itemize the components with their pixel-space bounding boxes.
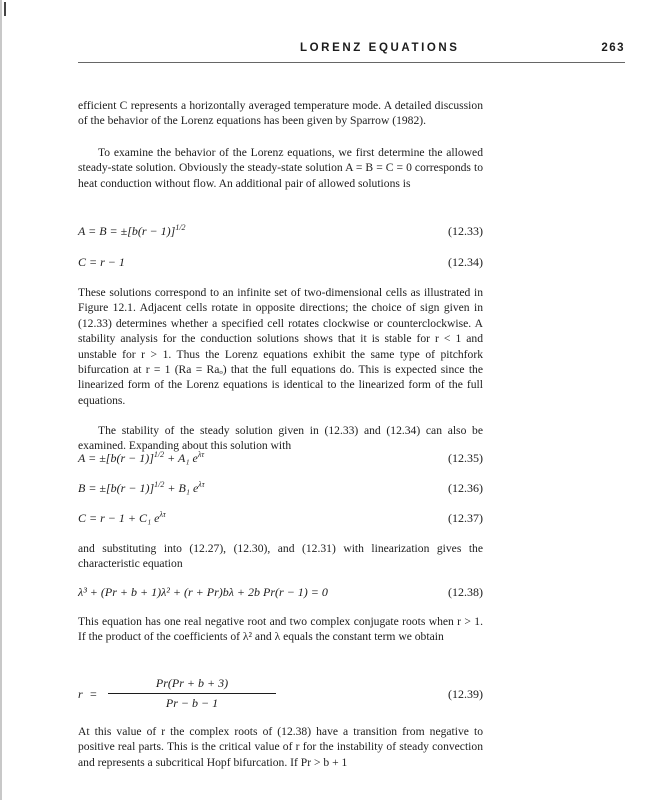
binding-edge [0,0,2,800]
paragraph-1: efficient C represents a horizontally averaged temperature mode. A detailed discussion of the behavior of the Lorenz equations has been given by Sparrow (1982). [78,99,483,128]
paragraph-6: This equation has one real negative root and two complex conjugate roots when r > 1. If the product of the coefficients of λ² and λ equals the constant term we obtain [78,615,483,644]
equation-12-35: $A = \pm[b(r - 1)]^{1/2} + A_1$ $e^{\lambda\tau}$ (12.35) [78,450,483,465]
equation-number: (12.34) [448,255,483,269]
equation-number: (12.39) [448,687,483,701]
equation-12-38: λ³ + (Pr + b + 1)λ² + (r + Pr)bλ + 2b Pr(r − 1) = 0 (12.38) [78,585,483,599]
running-head: LORENZ EQUATIONS [300,42,460,54]
page-header [300,40,625,60]
header-rule [78,62,625,63]
fraction-bar [108,693,276,694]
paragraph-7: At this value of r the complex roots of (12.38) have a transition from negative to positive real parts. This is the critical value of r for the instability of steady convection and represents a subcritical Hopf bifurcation. If Pr > b + 1 [78,725,483,769]
equation-12-37: C = r − 1 + C₁ $e^{\lambda\tau}$ (12.37) [78,510,483,525]
equation-number: (12.36) [448,481,483,495]
paragraph-3: These solutions correspond to an infinite set of two-dimensional cells as illustrated in Figure 12.1. Adjacent cells rotate in opposite directions; the choice of sign given in (12.33) determines whether a specified cell rotates clockwise or counterclockwise. A stability analysis for the conduction solutions shows that it is stable for r < 1 and unstable for r > 1. Thus the Lorenz equations exhibit the same type of pitchfork bifurcation at r = 1 (Ra = Raₒ) that the full equations do. This is expected since the linearized form of the Lorenz equations is identical to the linearized form of the full equations. [78,286,483,407]
paragraph-2: To examine the behavior of the Lorenz equations, we first determine the allowed steady-state solution. Obviously the steady-state solution A = B = C = 0 corresponds to heat conduction without flow. An additional pair of allowed solutions is [78,146,483,190]
paragraph-5: and substituting into (12.27), (12.30), and (12.31) with linearization gives the characteristic equation [78,542,483,571]
page-number: 263 [601,42,625,54]
paragraph-4: The stability of the steady solution given in (12.33) and (12.34) can also be examined. Expanding about this solution with [78,424,483,453]
equation-number: (12.35) [448,451,483,465]
fraction-denominator: Pr − b − 1 [165,696,219,710]
fraction-numerator: Pr(Pr + b + 3) [155,676,229,690]
binding-mark [4,2,6,16]
equation-number: (12.33) [448,224,483,238]
equation-12-39: r = Pr(Pr + b + 3) Pr − b − 1 (12.39) [78,676,483,710]
equation-number: (12.38) [448,585,483,599]
equation-12-34: C = r − 1 (12.34) [78,255,483,269]
equation-number: (12.37) [448,511,483,525]
equation-12-33: $A = B = \pm[b(r - 1)]^{1/2}$ (12.33) [78,223,483,238]
equation-12-36: $B = \pm[b(r - 1)]^{1/2} + B_1$ $e^{\lambda\tau}$ (12.36) [78,480,483,495]
